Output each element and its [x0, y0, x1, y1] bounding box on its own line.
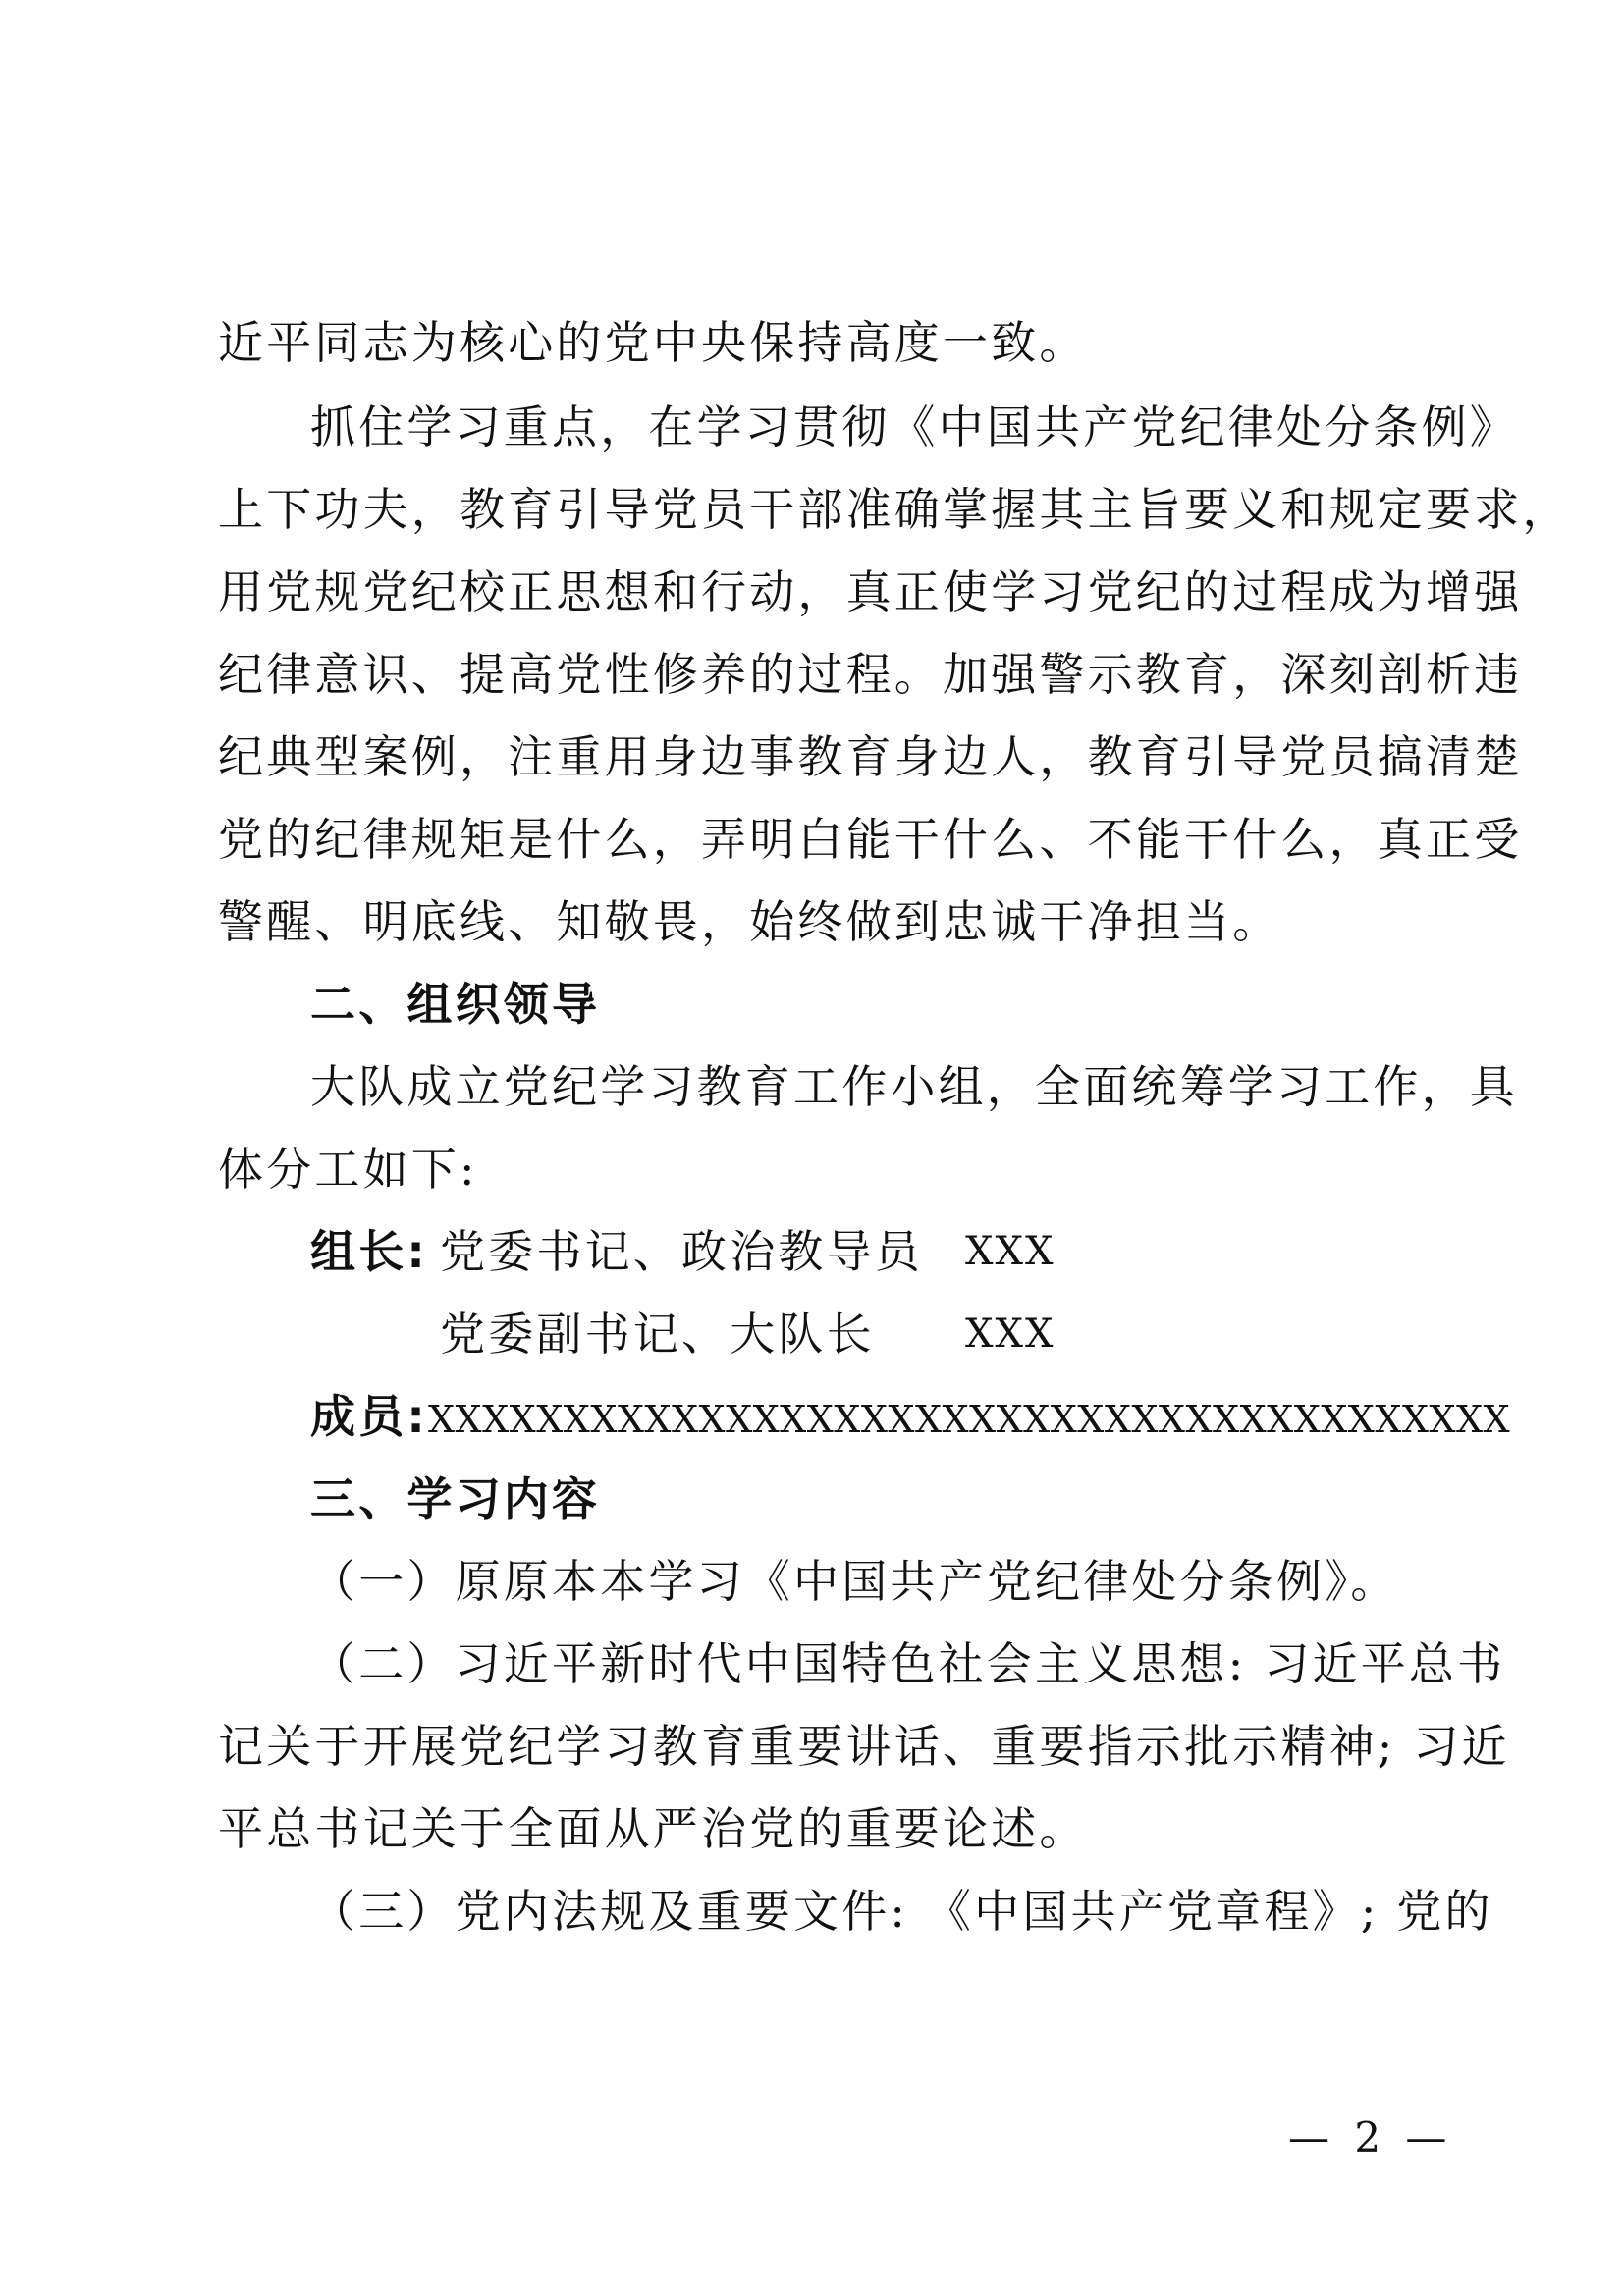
paragraph-line: 警醒、明底线、知敬畏，始终做到忠诚干净担当。 — [218, 895, 1281, 948]
paragraph-line: 抓住学习重点，在学习贯彻《中国共产党纪律处分条例》 — [310, 400, 1518, 454]
paragraph-line: 体分工如下: — [218, 1143, 478, 1196]
members-row — [310, 1388, 1511, 1448]
list-item: （三）党内法规及重要文件: 《中国共产党章程》; 党的 — [310, 1885, 1493, 1938]
paragraph-line: 近平同志为核心的党中央保持高度一致。 — [218, 316, 1088, 369]
leader-name: XXX — [965, 1311, 1056, 1357]
list-item: （二）习近平新时代中国特色社会主义思想: 习近平总书 — [310, 1637, 1506, 1690]
list-item-continuation: 平总书记关于全面从严治党的重要论述。 — [218, 1802, 1088, 1855]
members-label: 成员: — [310, 1390, 428, 1443]
section-heading-organization: 二、组织领导 — [310, 978, 601, 1031]
list-item: （一）原原本本学习《中国共产党纪律处分条例》。 — [310, 1555, 1399, 1608]
leader-label: 组长: — [310, 1225, 428, 1278]
leader-role: 党委副书记、大队长 — [440, 1308, 875, 1361]
paragraph-line: 大队成立党纪学习教育工作小组，全面统筹学习工作，具 — [310, 1060, 1518, 1113]
section-heading-content: 三、学习内容 — [310, 1472, 601, 1525]
paragraph-line: 用党规党纪校正思想和行动，真正使学习党纪的过程成为增强 — [218, 565, 1523, 618]
paragraph-line: 纪典型案例，注重用身边事教育身边人，教育引导党员搞清楚 — [218, 730, 1523, 783]
paragraph-line: 纪律意识、提高党性修养的过程。加强警示教育，深刻剖析违 — [218, 648, 1523, 701]
page-number: — 2 — — [1288, 2113, 1453, 2162]
leader-name: XXX — [965, 1229, 1056, 1274]
paragraph-line: 党的纪律规矩是什么，弄明白能干什么、不能干什么，真正受 — [218, 813, 1523, 866]
leader-role: 党委书记、政治教导员 — [440, 1225, 923, 1278]
paragraph-line: 上下功夫，教育引导党员干部准确掌握其主旨要义和规定要求， — [218, 483, 1571, 536]
members-value: XXXXXXXXXXXXXXXXXXXXXXXXXXXXXXXXXXXXXXXX — [428, 1398, 1511, 1441]
list-item-continuation: 记关于开展党纪学习教育重要讲话、重要指示批示精神; 习近 — [218, 1720, 1510, 1773]
